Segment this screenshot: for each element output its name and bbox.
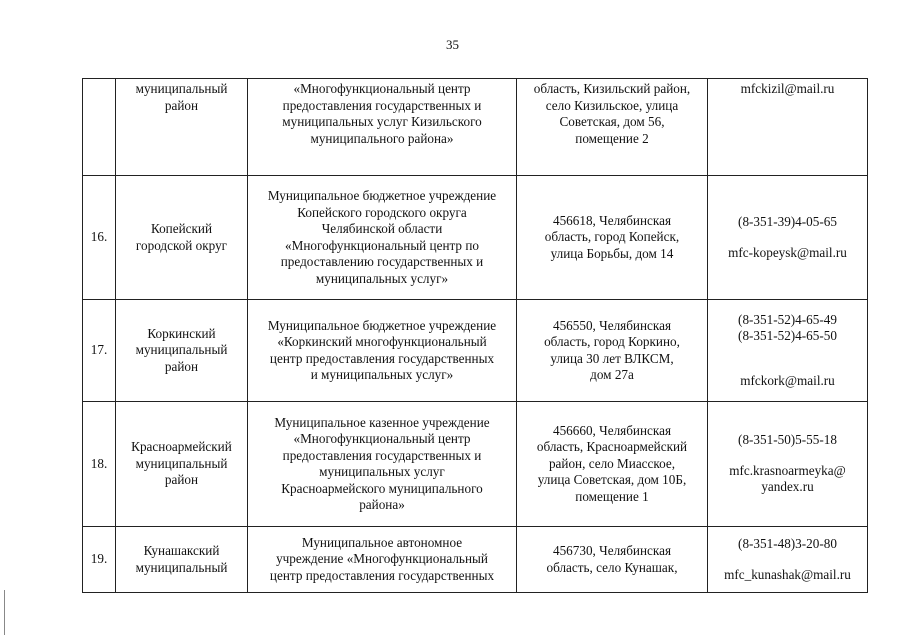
phone: (8-351-52)4-65-49: [738, 311, 837, 327]
contacts: [708, 527, 868, 593]
district-name: Красноармейский муниципальный район: [116, 402, 248, 527]
phone: (8-351-39)4-05-65: [738, 214, 837, 229]
email: mfckork@mail.ru: [740, 372, 835, 388]
row-number: 17.: [83, 300, 116, 402]
row-number: 19.: [83, 527, 116, 593]
organization-name: Муниципальное казенное учреждение «Многофункциональный центр предоставления государственных и муниципальных услуг Красноармейского муниципального района»: [248, 402, 517, 527]
email: mfc_kunashak@mail.ru: [724, 566, 851, 582]
organization-name: «Многофункциональный центр предоставления государственных и муниципальных услуг Кизильского муниципального района»: [248, 79, 517, 176]
scan-margin-mark: [4, 590, 5, 635]
email-continued: yandex.ru: [761, 479, 814, 495]
row-number: [83, 79, 116, 176]
contacts: [708, 402, 868, 527]
address: 456618, Челябинская область, город Копейск, улица Борьбы, дом 14: [517, 176, 708, 300]
address: 456660, Челябинская область, Красноармейский район, село Миасское, улица Советская, дом 10Б, помещение 1: [517, 402, 708, 527]
contacts: [708, 79, 868, 176]
phone: (8-351-50)5-55-18: [738, 432, 837, 448]
contacts: [708, 176, 868, 300]
email: mfckizil@mail.ru: [740, 81, 835, 96]
table-row: [83, 79, 868, 176]
email: mfc.krasnoarmeyka@: [729, 462, 846, 478]
phone: (8-351-52)4-65-50: [738, 328, 837, 344]
organization-name: Муниципальное бюджетное учреждение «Коркинский многофункциональный центр предоставления государственных и муниципальных услуг»: [248, 300, 517, 402]
district-name: муниципальный район: [116, 79, 248, 176]
district-name: Кунашакский муниципальный: [116, 527, 248, 593]
table-row: [83, 176, 868, 300]
address: область, Кизильский район, село Кизильское, улица Советская, дом 56, помещение 2: [517, 79, 708, 176]
table-row: [83, 527, 868, 593]
address: 456730, Челябинская область, село Кунашак,: [517, 527, 708, 593]
table-row: [83, 402, 868, 527]
page-number: 35: [446, 37, 459, 52]
phone: (8-351-48)3-20-80: [738, 536, 837, 551]
district-name: Коркинский муниципальный район: [116, 300, 248, 402]
row-number: 18.: [83, 402, 116, 527]
email: mfc-kopeysk@mail.ru: [728, 244, 847, 260]
contacts: [708, 300, 868, 402]
organization-name: Муниципальное бюджетное учреждение Копейского городского округа Челябинской области «Многофункциональный центр по предоставлению государственных и муниципальных услуг»: [248, 176, 517, 300]
mfc-table: [82, 78, 868, 593]
table-row: [83, 300, 868, 402]
address: 456550, Челябинская область, город Коркино, улица 30 лет ВЛКСМ, дом 27а: [517, 300, 708, 402]
row-number: 16.: [83, 176, 116, 300]
district-name: Копейский городской округ: [116, 176, 248, 300]
organization-name: Муниципальное автономное учреждение «Многофункциональный центр предоставления государственных: [248, 527, 517, 593]
